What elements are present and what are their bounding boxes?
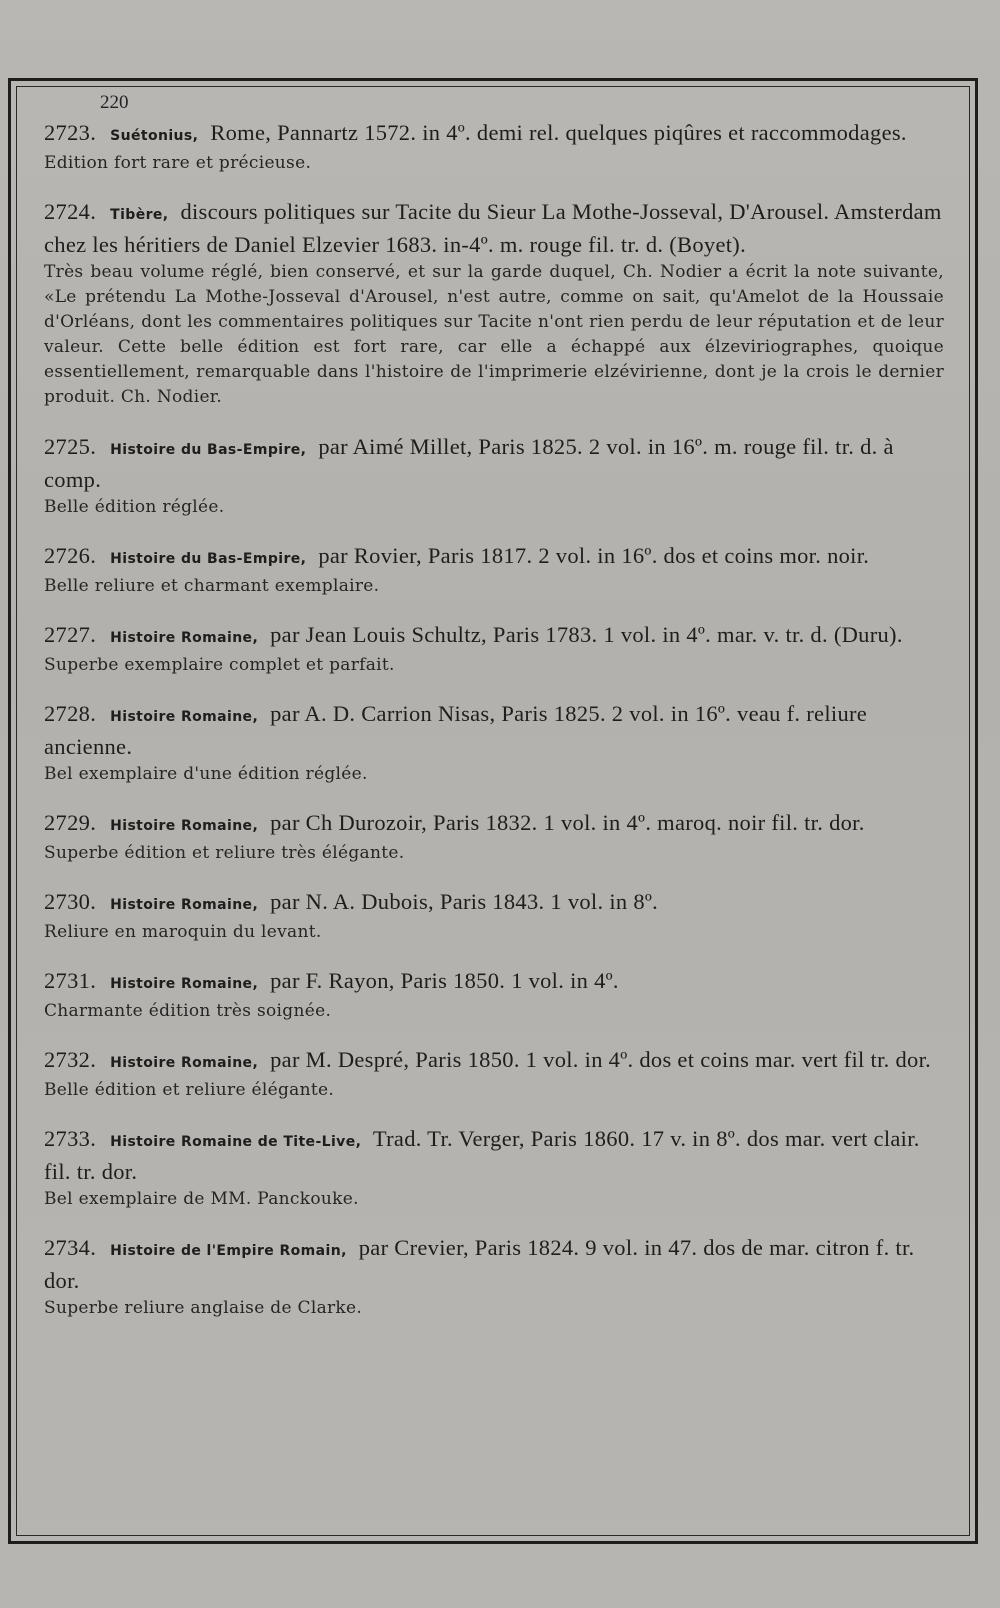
catalog-entry (44, 699, 944, 786)
entry-title: Histoire Romaine, (110, 818, 259, 834)
catalog-entry (44, 966, 944, 1023)
entry-title: Histoire Romaine, (110, 1055, 259, 1071)
entry-note: Superbe exemplaire complet et parfait. (44, 655, 395, 675)
catalog-entry (44, 808, 944, 865)
entry-note: Reliure en maroquin du levant. (44, 922, 322, 942)
entry-title: Histoire Romaine de Tite-Live, (110, 1134, 362, 1150)
entry-title: Histoire du Bas-Empire, (110, 551, 307, 567)
catalog-entry (44, 1233, 944, 1320)
entry-number: 2732. (44, 1047, 97, 1072)
entry-number: 2734. (44, 1235, 97, 1260)
catalog-entry (44, 887, 944, 944)
catalog-entry (44, 1124, 944, 1211)
entry-text: par A. D. Carrion Nisas, Paris 1825. 2 vol. in 16º. veau f. reliure ancienne. (44, 701, 868, 759)
entry-number: 2728. (44, 701, 97, 726)
entry-note: Superbe reliure anglaise de Clarke. (44, 1298, 363, 1318)
entry-number: 2729. (44, 810, 97, 835)
entry-text: par F. Rayon, Paris 1850. 1 vol. in 4º. (270, 968, 619, 993)
catalog-entry (44, 432, 944, 519)
entry-title: Histoire Romaine, (110, 976, 259, 992)
catalog-entry (44, 620, 944, 677)
entry-description (44, 808, 944, 841)
entry-number: 2733. (44, 1126, 97, 1151)
entry-text: par Ch Durozoir, Paris 1832. 1 vol. in 4º. maroq. noir fil. tr. dor. (270, 810, 865, 835)
entry-title: Histoire du Bas-Empire, (110, 442, 307, 458)
entry-number: 2727. (44, 622, 97, 647)
entry-description (44, 887, 944, 920)
catalog-entry (44, 541, 944, 598)
entry-note: Bel exemplaire de MM. Panckouke. (44, 1189, 359, 1209)
entry-note: Très beau volume réglé, bien conservé, et sur la garde duquel, Ch. Nodier a écrit la note suivante, «Le prétendu La Mothe-Josseval d'Arousel, n'est autre, comme on sait, qu'Amelot de la Houssaie d'Orléans, dont les commentaires politiques sur Tacite n'ont rien perdu de leur réputation et de leur valeur. Cette belle édition est fort rare, car elle a échappé aux élzeviriographes, quoique essentiellement, remarquable dans l'histoire de l'imprimerie elzévirienne, dont je la crois le dernier produit. Ch. Nodier. (44, 262, 944, 407)
entry-note: Belle reliure et charmant exemplaire. (44, 576, 380, 596)
entry-title: Histoire Romaine, (110, 897, 259, 913)
entry-description (44, 699, 944, 762)
entry-number: 2731. (44, 968, 97, 993)
entry-text: par Crevier, Paris 1824. 9 vol. in 47. dos de mar. citron f. tr. dor. (44, 1235, 915, 1293)
entry-text: Trad. Tr. Verger, Paris 1860. 17 v. in 8º. dos mar. vert clair. fil. tr. dor. (44, 1126, 920, 1184)
entry-description (44, 432, 944, 495)
entry-text: par Jean Louis Schultz, Paris 1783. 1 vol. in 4º. mar. v. tr. d. (Duru). (270, 622, 903, 647)
entry-number: 2724. (44, 199, 97, 224)
entry-note: Charmante édition très soignée. (44, 1001, 332, 1021)
entry-number: 2730. (44, 889, 97, 914)
entry-description (44, 118, 944, 151)
entry-text: par Rovier, Paris 1817. 2 vol. in 16º. dos et coins mor. noir. (318, 543, 870, 568)
entry-text: par M. Despré, Paris 1850. 1 vol. in 4º. dos et coins mar. vert fil tr. dor. (270, 1047, 932, 1072)
entry-note: Superbe édition et reliure très élégante. (44, 843, 405, 863)
entry-text: discours politiques sur Tacite du Sieur La Mothe-Josseval, D'Arousel. Amsterdam chez les héritiers de Daniel Elzevier 1683. in-4º. m. rouge fil. tr. d. (Boyet). (44, 199, 942, 257)
entry-title: Tibère, (110, 207, 169, 223)
entry-title: Suétonius, (110, 128, 199, 144)
entry-description (44, 197, 944, 260)
entry-note: Edition fort rare et précieuse. (44, 153, 312, 173)
entry-number: 2725. (44, 434, 97, 459)
entry-note: Belle édition réglée. (44, 497, 225, 517)
entry-title: Histoire Romaine, (110, 709, 259, 725)
entry-number: 2723. (44, 120, 97, 145)
entry-number: 2726. (44, 543, 97, 568)
entry-description (44, 1045, 944, 1078)
catalog-entry (44, 197, 944, 410)
catalog-content (44, 92, 944, 1342)
catalog-entry (44, 1045, 944, 1102)
entry-note: Bel exemplaire d'une édition réglée. (44, 764, 368, 784)
entry-description (44, 541, 944, 574)
entry-title: Histoire de l'Empire Romain, (110, 1243, 347, 1259)
entry-title: Histoire Romaine, (110, 630, 259, 646)
entry-description (44, 620, 944, 653)
entry-description (44, 966, 944, 999)
entry-text: Rome, Pannartz 1572. in 4º. demi rel. quelques piqûres et raccommodages. (210, 120, 907, 145)
entry-text: par Aimé Millet, Paris 1825. 2 vol. in 16º. m. rouge fil. tr. d. à comp. (44, 434, 894, 492)
page-number: 220 (100, 92, 129, 113)
catalog-entry (44, 118, 944, 175)
entry-note: Belle édition et reliure élégante. (44, 1080, 335, 1100)
entry-description (44, 1233, 944, 1296)
entry-description (44, 1124, 944, 1187)
entry-text: par N. A. Dubois, Paris 1843. 1 vol. in 8º. (270, 889, 659, 914)
